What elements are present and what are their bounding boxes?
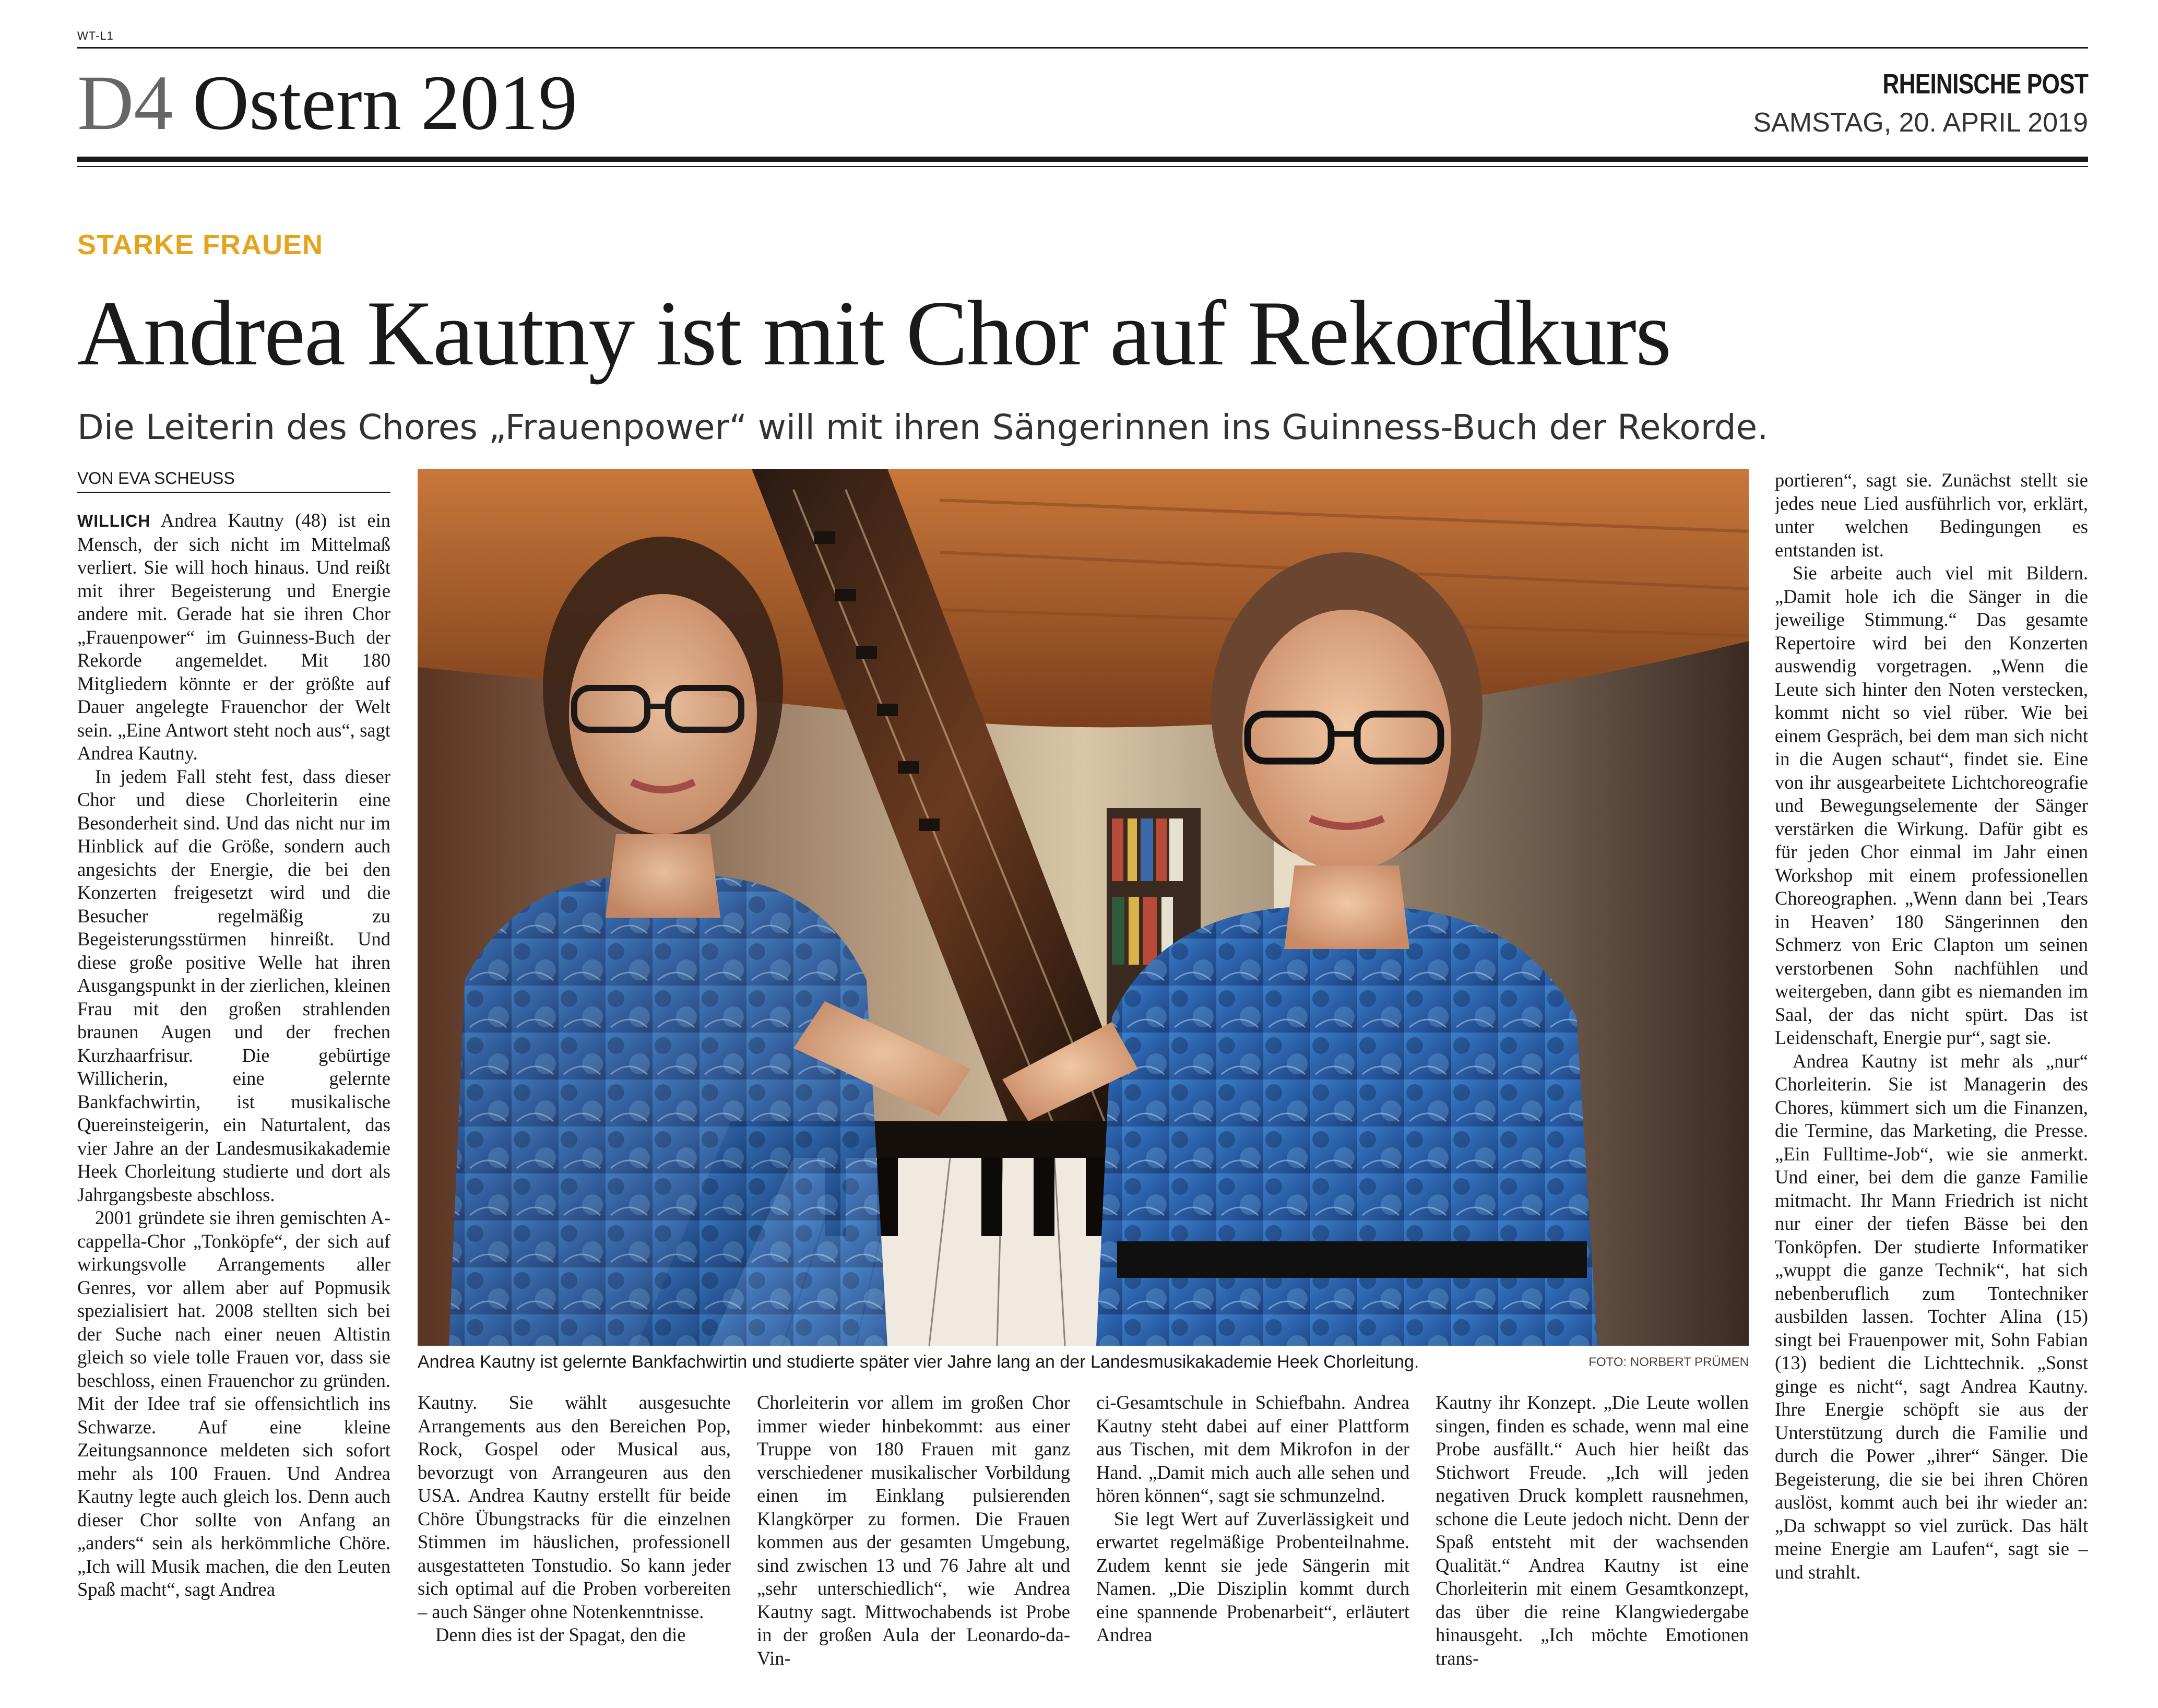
byline: VON EVA SCHEUSS — [77, 469, 235, 488]
article-column-5 — [1436, 1391, 1749, 1694]
paragraph: portieren“, sagt sie. Zunächst stellt sie jedes neue Lied ausführlich vor, erklärt, unter welchen Bedingungen es entstanden ist. — [1775, 469, 2088, 561]
newspaper-brand: RHEINISCHE POST — [1882, 68, 2088, 100]
article-headline: Andrea Kautny ist mit Chor auf Rekordkurs — [77, 281, 1671, 385]
byline-rule — [77, 492, 390, 493]
article-photo — [418, 469, 1749, 1346]
issue-date: SAMSTAG, 20. APRIL 2019 — [1753, 108, 2088, 138]
photo-caption: Andrea Kautny ist gelernte Bankfachwirtin und studierte später vier Jahre lang an der Landesmusikakademie Heek Chorleitung. — [418, 1352, 1419, 1372]
paragraph: Denn dies ist der Spagat, den die — [435, 1624, 686, 1645]
article-column-4 — [1096, 1391, 1409, 1694]
paragraph: ci-Gesamtschule in Schiefbahn. Andrea Kautny steht dabei auf einer Plattform aus Tischen, mit dem Mikrofon in der Hand. „Damit mich auch alle sehen und hören können“, sagt sie schmunzelnd. — [1096, 1392, 1409, 1506]
section-name: Ostern 2019 — [192, 60, 578, 146]
paragraph: WILLICH Andrea Kautny (48) ist ein Mensch, der sich nicht im Mittelmaß verliert. Sie will hoch hinaus. Und reißt mit ihrer Begeisterung und Energie andere mit. Gerade hat sie ihren Chor „Frauenpower“ im Guinness-Buch der Rekorde angemeldet. Mit 180 Mitgliedern könnte er der größte auf Dauer angelegte Frauenchor der Welt sein. „Eine Antwort steht noch aus“, sagt Andrea Kautny. — [77, 509, 390, 764]
photo-credit: FOTO: NORBERT PRÜMEN — [1588, 1355, 1749, 1369]
masthead-thick-rule — [77, 157, 2088, 162]
article-kicker: STARKE FRAUEN — [77, 229, 323, 260]
paragraph: Sie arbeite auch viel mit Bildern. „Damit hole ich die Sänger in die jeweilige Stimmung.“ Das gesamte Repertoire wird bei den Konzerten auswendig vorgetragen. „Wenn die Leute sich hinter den Noten verstecken, kommt nicht so viel rüber. Wie bei einem Gespräch, bei dem man sich nicht in die Augen schaut“, findet sie. Eine von ihr ausgearbeitete Lichtchoreografie und Bewegungselemente der Sänger verstärken die Wirkung. Dafür gibt es für jeden Chor einmal im Jahr einen Workshop mit einem professionellen Choreographen. „Wenn dann bei ‚Tears in Heaven’ 180 Sängerinnen den Schmerz von Eric Clapton um seinen verstorbenen Sohn nachfühlen und weitergeben, dann gibt es niemanden im Saal, der das nicht spürt. Das ist Leidenschaft, Energie pur“, sagt sie. — [1775, 562, 2088, 1048]
paragraph: In jedem Fall steht fest, dass dieser Chor und diese Chorleiterin eine Besonderheit sind. Und das nicht nur im Hinblick auf die Größe, sondern auch angesichts der Energie, die bei den Konzerten freigesetzt wird und die Besucher regelmäßig zu Begeisterungsstürmen hinreißt. Und diese große positive Welle hat ihren Ausgangspunkt in der zierlichen, kleinen Frau mit den großen strahlenden braunen Augen und der frechen Kurzhaarfrisur. Die gebürtige Willicherin, eine gelernte Bankfachwirtin, ist musikalische Quereinsteigerin, ein Naturtalent, das vier Jahre an der Landesmusikakademie Heek Chorleitung studierte und dort als Jahrgangsbeste abschloss. — [77, 765, 390, 1205]
paragraph: Chorleiterin vor allem im großen Chor immer wieder hinbekommt: aus einer Truppe von 180 Frauen mit ganz verschiedener musikalischer Vorbildung einen im Einklang pulsierenden Klangkörper zu formen. Die Frauen kommen aus der gesamten Umgebung, sind zwischen 13 und 76 Jahre alt und „sehr unterschiedlich“, wie Andrea Kautny sagt. Mittwochabends ist Probe in der großen Aula der Leonardo-da-Vin- — [757, 1392, 1070, 1669]
paragraph: Kautny. Sie wählt ausgesuchte Arrangements aus den Bereichen Pop, Rock, Gospel oder Musical aus, bevorzugt von Arrangeuren aus den USA. Andrea Kautny erstellt für beide Chöre Übungstracks für die einzelnen Stimmen im häuslichen, professionell ausgestatteten Tonstudio. So kann jeder sich optimal auf die Proben vorbereiten – auch Sänger ohne Notenkenntnisse. — [418, 1392, 731, 1622]
section-heading — [77, 60, 578, 146]
dateline: WILLICH — [77, 512, 151, 530]
paragraph: 2001 gründete sie ihren gemischten A-cappella-Chor „Tonköpfe“, der sich auf wirkungsvolle Arrangements aller Genres, vor allem aber auf Popmusik spezialisiert hat. 2008 stellten sich bei der Suche nach einer neuen Altistin gleich so viele tolle Frauen vor, dass sie beschloss, einen Frauenchor zu gründen. Mit der Idee traf sie offensichtlich ins Schwarze. Auf eine kleine Zeitungsannonce meldeten sich sofort mehr als 100 Frauen. Und Andrea Kautny legte auch gleich los. Denn auch dieser Chor sollte von Anfang an „anders“ sein als herkömmliche Chöre. „Ich will Musik machen, die den Leuten Spaß macht“, sagt Andrea — [77, 1207, 390, 1600]
paragraph: Andrea Kautny ist mehr als „nur“ Chorleiterin. Sie ist Managerin des Chores, kümmert sich um die Finanzen, die Termine, das Marketing, die Presse. „Ein Fulltime-Job“, wie sie anmerkt. Und einer, bei dem die ganze Familie mitmacht. Ihr Mann Friedrich ist nicht nur einer der tiefen Bässe bei den Tonköpfen. Der studierte Informatiker „wuppt die ganze Technik“, hat sich nebenberuflich zum Tontechniker ausbilden lassen. Tochter Alina (15) singt bei Frauenpower mit, Sohn Fabian (13) bedient die Lichttechnik. „Sonst ginge es nicht“, sagt Andrea Kautny. Ihre Energie schöpft sie aus der Unterstützung durch die Familie und durch die Power „ihrer“ Sänger. Die Begeisterung, die sie bei ihren Chören auslöst, kommt auch bei ihr wieder an: „Da schwappt so viel zurück. Das hält meine Energie am Laufen“, sagt sie – und strahlt. — [1775, 1050, 2088, 1583]
article-column-6 — [1775, 469, 2088, 1694]
photo-caption-row — [418, 1352, 1749, 1372]
paragraph: Kautny ihr Konzept. „Die Leute wollen singen, finden es schade, wenn mal eine Probe ausfällt.“ Auch hier heißt das Stichwort Freude. „Ich will jeden negativen Druck komplett rausnehmen, schone die Leute jedoch nicht. Denn der Spaß entsteht mit der wachsenden Qualität.“ Andrea Kautny ist eine Chorleiterin mit einem Gesamtkonzept, das über die reine Klangwiedergabe hinausgeht. „Ich möchte Emotionen trans- — [1436, 1392, 1749, 1669]
top-thin-rule — [77, 47, 2088, 49]
edition-code: WT-L1 — [77, 29, 114, 42]
paragraph: Sie legt Wert auf Zuverlässigkeit und erwartet regelmäßige Probenteilnahme. Zudem kennt sie jede Sängerin mit Namen. „Die Disziplin kommt durch eine spannende Probenarbeit“, erläutert Andrea — [1096, 1508, 1409, 1645]
article-subheadline: Die Leiterin des Chores „Frauenpower“ will mit ihren Sängerinnen ins Guinness-Buch der Rekorde. — [77, 407, 1769, 447]
page-number: D4 — [77, 60, 173, 146]
article-column-3 — [757, 1391, 1070, 1694]
article-column-2 — [418, 1391, 731, 1694]
photo-illustration — [418, 469, 1749, 1346]
article-column-1 — [77, 509, 390, 1694]
masthead-thin-rule — [77, 166, 2088, 167]
